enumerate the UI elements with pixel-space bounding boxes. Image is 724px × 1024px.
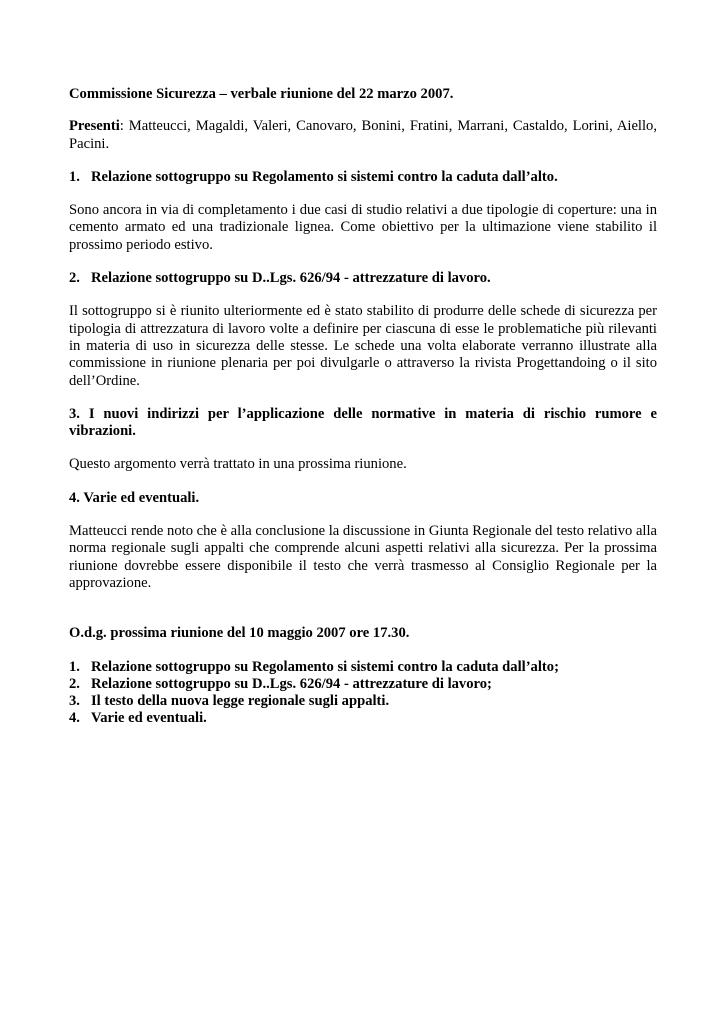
- section-1-number: 1.: [69, 168, 80, 185]
- section-1-body: Sono ancora in via di completamento i due casi di studio relativi a due tipologie di coperture: una in cemento armato ed una tradizionale lignea. Come obiettivo per la ultimazione viene stabilito il prossimo periodo estivo.: [69, 202, 657, 253]
- section-3-number: 3.: [69, 405, 80, 422]
- attendees-paragraph: [69, 118, 657, 153]
- section-4-number: 4.: [69, 489, 80, 506]
- section-4-heading: [69, 490, 657, 507]
- section-3-body: Questo argomento verrà trattato in una prossima riunione.: [69, 456, 407, 473]
- agenda-item-1: [69, 659, 657, 676]
- agenda-item-3-text: Il testo della nuova legge regionale sugli appalti.: [91, 693, 390, 710]
- section-2-body: Il sottogruppo si è riunito ulteriormente ed è stato stabilito di produrre delle schede di sicurezza per tipologia di attrezzatura di lavoro volte a definire per ciascuna di esse le problematiche più rilevanti in materia di uso in sicurezza delle stesse. Le schede una volta elaborate verranno illustrate alla commissione in riunione plenaria per poi divulgarle o attraverso la rivista Progettandoing o il sito dell’Ordine.: [69, 303, 657, 389]
- document-page: [69, 86, 657, 728]
- section-3-heading-text: I nuovi indirizzi per l’applicazione delle normative in materia di rischio rumore e vibrazioni.: [69, 405, 657, 440]
- section-1-heading-text: Relazione sottogruppo su Regolamento si sistemi contro la caduta dall’alto.: [91, 168, 558, 185]
- agenda-item-2: [69, 676, 657, 693]
- agenda-item-1-text: Relazione sottogruppo su Regolamento si sistemi contro la caduta dall’alto;: [91, 658, 559, 675]
- section-3-heading: [69, 406, 657, 441]
- section-2-number: 2.: [69, 270, 80, 287]
- agenda-item-4: [69, 710, 657, 727]
- section-1-heading: [69, 169, 657, 186]
- document-title: Commissione Sicurezza – verbale riunione del 22 marzo 2007.: [69, 86, 454, 102]
- attendees-list: : Matteucci, Magaldi, Valeri, Canovaro, Bonini, Fratini, Marrani, Castaldo, Lorini, Aiello, Pacini.: [69, 118, 657, 152]
- agenda-item-4-text: Varie ed eventuali.: [91, 710, 207, 727]
- agenda-item-3: [69, 693, 657, 710]
- agenda-item-4-number: 4.: [69, 710, 80, 727]
- attendees-label: Presenti: [69, 118, 120, 135]
- agenda-list: [69, 659, 657, 728]
- section-4-heading-text: Varie ed eventuali.: [83, 489, 200, 506]
- agenda-item-2-text: Relazione sottogruppo su D..Lgs. 626/94 - attrezzature di lavoro;: [91, 675, 492, 692]
- agenda-item-3-number: 3.: [69, 693, 80, 710]
- section-2-heading: [69, 270, 657, 287]
- section-2-heading-text: Relazione sottogruppo su D..Lgs. 626/94 - attrezzature di lavoro.: [91, 270, 491, 287]
- agenda-title: O.d.g. prossima riunione del 10 maggio 2007 ore 17.30.: [69, 625, 410, 642]
- agenda-item-2-number: 2.: [69, 675, 80, 692]
- agenda-item-1-number: 1.: [69, 658, 80, 675]
- section-4-body: Matteucci rende noto che è alla conclusione la discussione in Giunta Regionale del testo relativo alla norma regionale sugli appalti che comprende alcuni aspetti relativi alla sicurezza. Per la prossima riunione dovrebbe essere disponibile il testo che verrà trasmesso al Consiglio Regionale per la approvazione.: [69, 523, 658, 591]
